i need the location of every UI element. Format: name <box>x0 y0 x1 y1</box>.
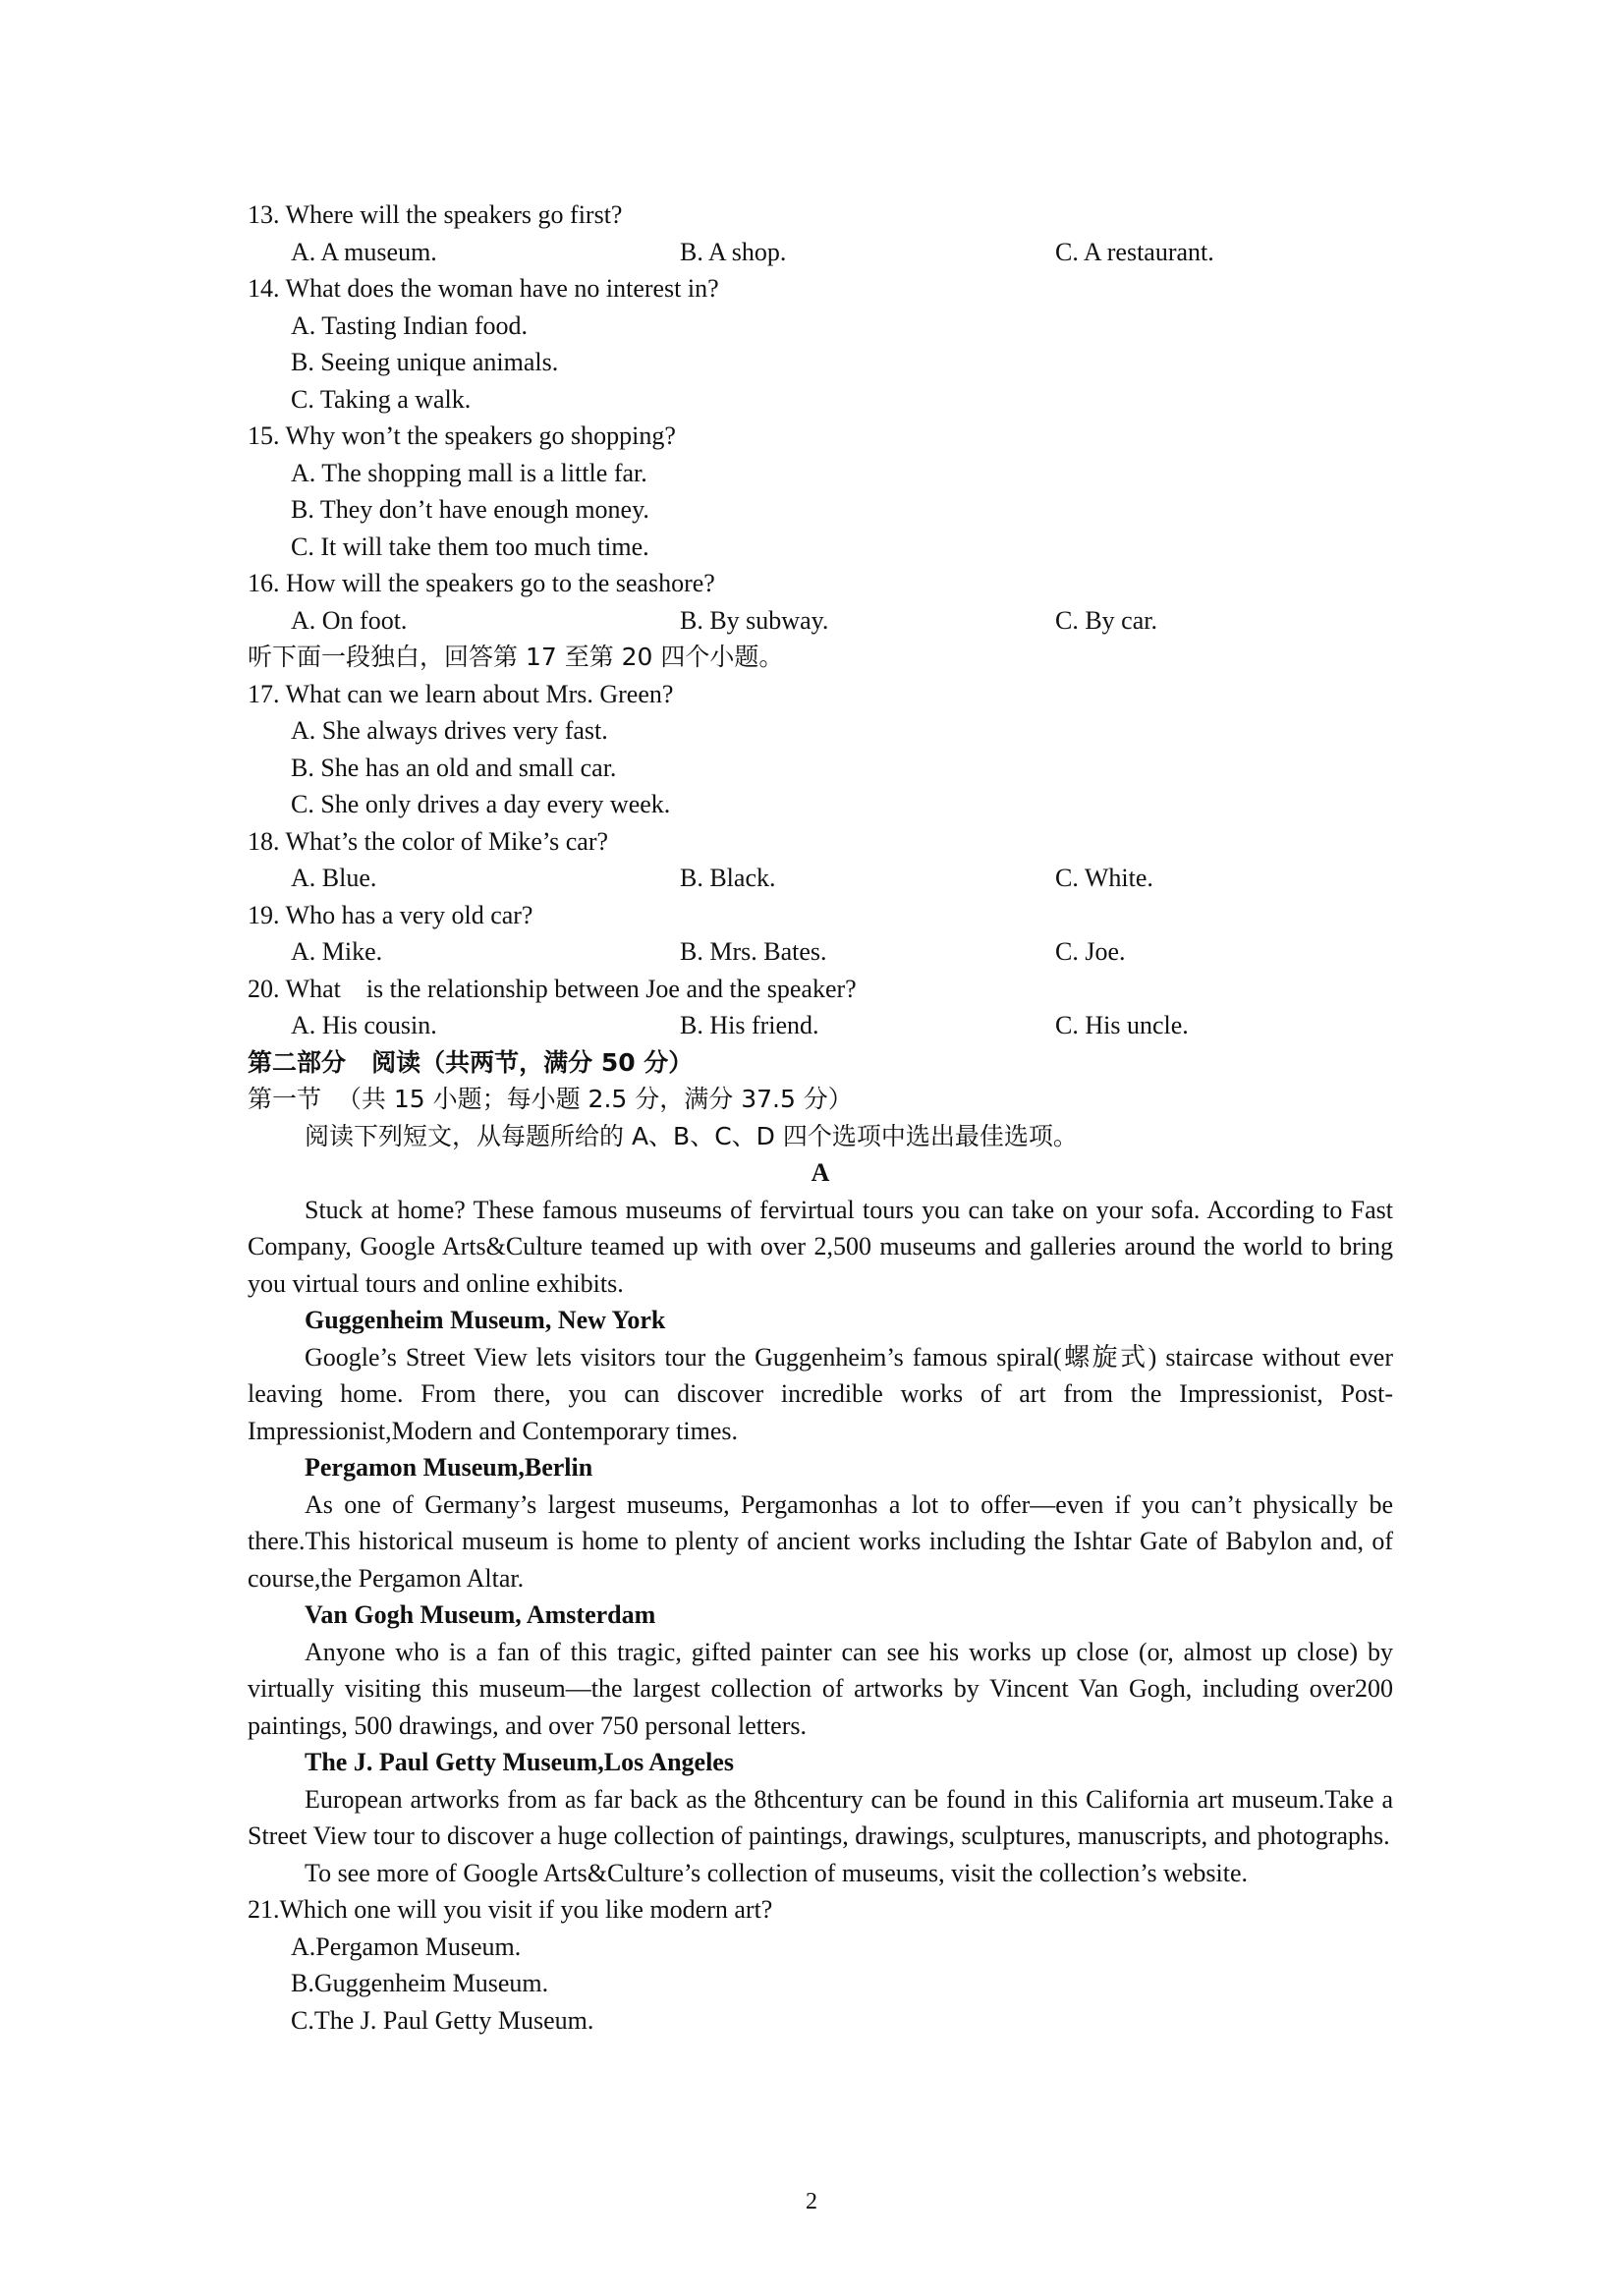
question-13-options <box>248 234 1393 271</box>
reading-instruction: 阅读下列短文，从每题所给的 A、B、C、D 四个选项中选出最佳选项。 <box>305 1121 1078 1150</box>
option-c: C. A restaurant. <box>1055 237 1214 266</box>
option-a: A.Pergamon Museum. <box>291 1932 522 1961</box>
question-19-options <box>248 933 1393 971</box>
option-a: A. Blue. <box>291 864 377 892</box>
option-c: C.The J. Paul Getty Museum. <box>291 2005 594 2035</box>
part-two-title: 第二部分 阅读（共两节，满分 50 分） <box>248 1047 694 1077</box>
question-15-stem: 15. Why won’t the speakers go shopping? <box>248 421 676 450</box>
question-13-stem: 13. Where will the speakers go first? <box>248 200 623 229</box>
option-a: A. A museum. <box>291 237 437 266</box>
option-a: A. Mike. <box>291 937 383 966</box>
option-a: A. On foot. <box>291 605 408 635</box>
museum-description: European artworks from as far back as the 8thcentury can be found in this California art museum.Take a Street View tour to discover a huge collection of paintings, drawings, sculptures, manuscripts, and photographs. <box>248 1784 1393 1850</box>
option-c: C. By car. <box>1055 605 1157 635</box>
option-a: A. She always drives very fast. <box>291 716 608 745</box>
passage-intro: Stuck at home? These famous museums of fervirtual tours you can take on your sofa. According to Fast Company, Google Arts&Culture teamed up with over 2,500 museums and galleries around the world to bring you virtual tours and online exhibits. <box>248 1195 1393 1298</box>
question-18-stem: 18. What’s the color of Mike’s car? <box>248 826 609 856</box>
option-b: B.Guggenheim Museum. <box>291 1969 549 1997</box>
question-17-stem: 17. What can we learn about Mrs. Green? <box>248 679 674 708</box>
museum-heading: Van Gogh Museum, Amsterdam <box>305 1600 656 1629</box>
option-b: B. By subway. <box>680 605 829 635</box>
museum-description: Anyone who is a fan of this tragic, gifted painter can see his works up close (or, almost up close) by virtually visiting this museum—the largest collection of artworks by Vincent Van Gogh, including over200 paintings, 500 drawings, and over 750 personal letters. <box>248 1637 1393 1740</box>
option-a: A. Tasting Indian food. <box>291 310 529 340</box>
museum-description: Google’s Street View lets visitors tour the Guggenheim’s famous spiral(螺旋式) staircase without ever leaving home. From there, you can discover incredible works of art from the Impressionist, Post-Impressionist,Modern and Contemporary times. <box>248 1342 1393 1445</box>
section-one-title: 第一节 （共 15 小题；每小题 2.5 分，满分 37.5 分） <box>248 1085 853 1113</box>
passage-closing: To see more of Google Arts&Culture’s collection of museums, visit the collection’s website. <box>305 1858 1249 1887</box>
question-16-options <box>248 602 1393 640</box>
question-21-stem: 21.Which one will you visit if you like modern art? <box>248 1895 773 1924</box>
option-c: C. Joe. <box>1055 937 1126 966</box>
museum-description: As one of Germany’s largest museums, Pergamonhas a lot to offer—even if you can’t physically be there.This historical museum is home to plenty of ancient works including the Ishtar Gate of Babylon and, of course,the Pergamon Altar. <box>248 1489 1393 1593</box>
option-c: C. His uncle. <box>1055 1011 1189 1039</box>
exam-page <box>248 196 1393 2039</box>
question-14-stem: 14. What does the woman have no interest in? <box>248 274 719 303</box>
question-16-stem: 16. How will the speakers go to the seashore? <box>248 569 715 597</box>
option-c: C. Taking a walk. <box>291 384 472 414</box>
option-a: A. The shopping mall is a little far. <box>291 458 647 487</box>
monologue-instruction: 听下面一段独白，回答第 17 至第 20 四个小题。 <box>248 643 784 671</box>
option-b: B. Mrs. Bates. <box>680 937 827 966</box>
option-b: B. Seeing unique animals. <box>291 348 559 376</box>
option-b: B. They don’t have enough money. <box>291 495 649 524</box>
page-number: 2 <box>806 2189 817 2214</box>
option-b: B. Black. <box>680 864 776 892</box>
option-b: B. His friend. <box>680 1011 819 1039</box>
question-20-options <box>248 1007 1393 1044</box>
option-b: B. She has an old and small car. <box>291 753 617 782</box>
museum-heading: The J. Paul Getty Museum,Los Angeles <box>305 1748 734 1776</box>
option-a: A. His cousin. <box>291 1011 437 1039</box>
option-c: C. It will take them too much time. <box>291 532 649 561</box>
museum-heading: Pergamon Museum,Berlin <box>305 1453 593 1482</box>
question-18-options <box>248 860 1393 897</box>
question-19-stem: 19. Who has a very old car? <box>248 900 533 929</box>
option-b: B. A shop. <box>680 237 787 266</box>
option-c: C. She only drives a day every week. <box>291 790 671 818</box>
museum-heading: Guggenheim Museum, New York <box>305 1306 666 1334</box>
question-20-stem: 20. What is the relationship between Joe and the speaker? <box>248 974 857 1003</box>
option-c: C. White. <box>1055 864 1153 892</box>
passage-label: A <box>811 1158 830 1187</box>
